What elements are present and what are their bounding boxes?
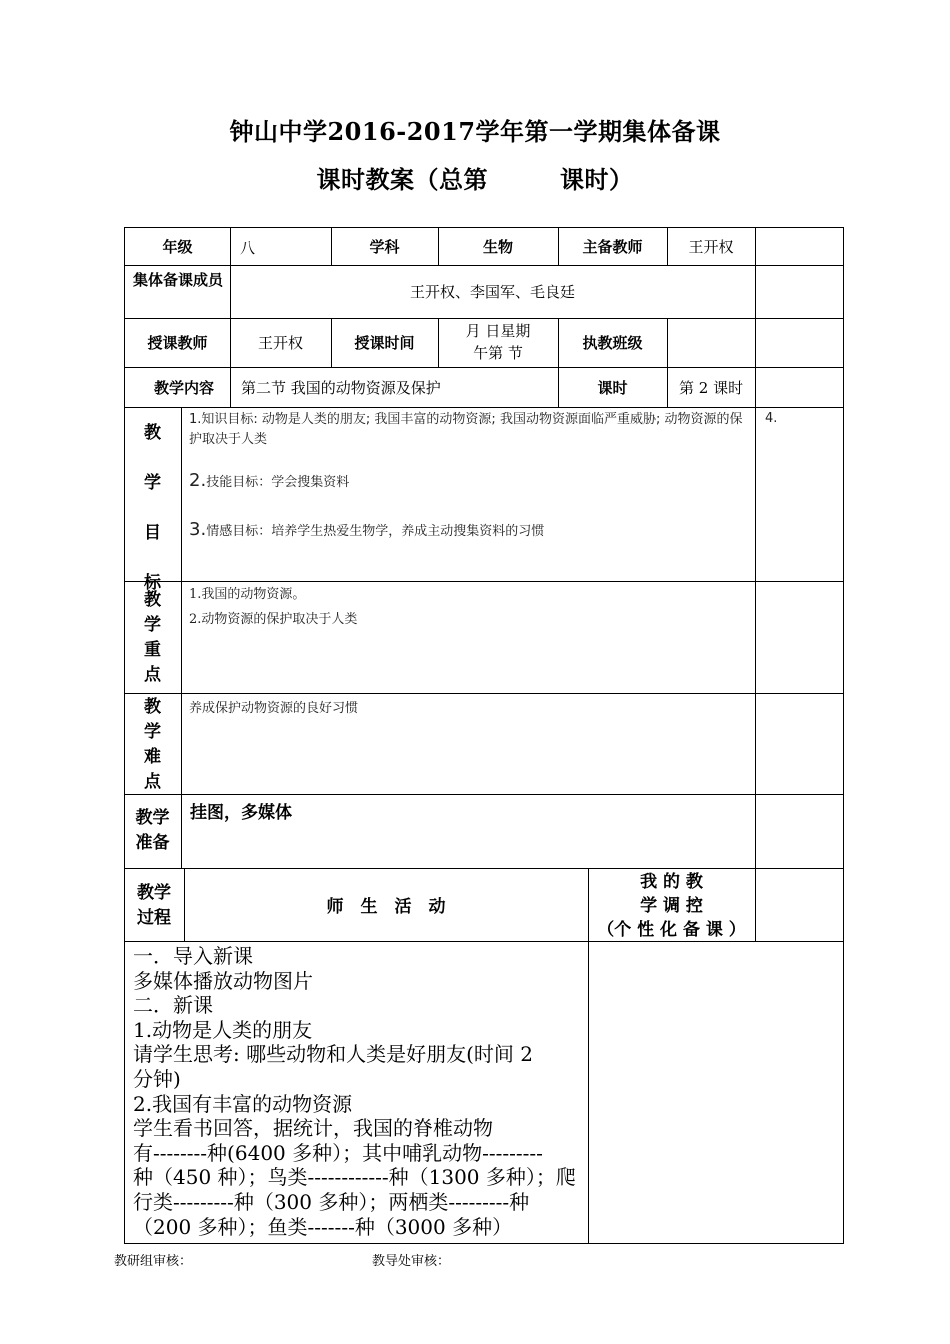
body-line: 2.我国有丰富的动物资源 [133,1091,353,1116]
control-header-line: 我 的 教 [640,872,703,892]
body-line: 种（450 种）；鸟类------------种（1300 多种）；爬 [133,1165,576,1190]
class-value [667,318,755,367]
body-line: 一．导入新课 [133,944,253,968]
body-line: 二．新课 [133,993,213,1018]
subject-label: 学科 [369,237,400,256]
control-header-line: （个 性 化 备 课 ） [597,920,746,940]
objective-skill-text: 技能目标：学会搜集资料 [206,475,350,490]
objectives-label-char: 学 [144,473,161,493]
body-line: 有--------种(6400 多种）；其中哺乳动物--------- [133,1140,543,1165]
time-label: 授课时间 [354,334,415,352]
difficulties-label [124,695,181,795]
preparation-label [124,806,181,856]
key-points-label-char: 点 [144,665,161,685]
lesson-plan-title-left: 课时教案（总第 [316,165,488,194]
content-value: 第二节 我国的动物资源及保护 [241,379,441,397]
difficulties-label-char: 点 [144,772,161,792]
objective-emotion [189,520,749,542]
key-points-label-char: 教 [144,590,161,610]
process-label-line: 过程 [137,908,171,928]
control-header-line: 学 调 控 [640,896,703,916]
time-value [438,320,558,367]
objectives-label-char: 教 [144,423,161,443]
lead-teacher-value: 王开权 [688,237,734,256]
key-points-label [124,588,181,688]
objective-emotion-text: 情感目标：培养学生热爱生物学，养成主动搜集资料的习惯 [206,524,545,539]
period-value: 第 2 课时 [679,379,744,397]
body-line: 分钟) [133,1066,181,1091]
activity-header: 师 生 活 动 [326,897,446,917]
objective-knowledge: 1.知识目标: 动物是人类的朋友; 我国丰富的动物资源; 我国动物资源面临严重威胁; 动物资源的保护取决于人类 [189,412,743,447]
body-line: 行类---------种（300 多种）；两栖类---------种 [133,1189,530,1214]
objectives-label-char: 目 [144,523,161,543]
academic-office-review: 教导处审核： [372,1254,451,1269]
key-points-label-char: 学 [144,615,161,635]
grade-label: 年级 [162,237,193,256]
body-line: 多媒体播放动物图片 [133,968,313,993]
body-line: 请学生思考: 哪些动物和人类是好朋友(时间 2 [133,1042,533,1067]
difficulties-label-char: 学 [144,722,161,742]
objective-emotion-number: 3. [189,519,207,540]
key-point-2: 2.动物资源的保护取决于人类 [189,612,358,627]
preparation-label-line: 准备 [135,833,170,853]
difficulties-text: 养成保护动物资源的良好习惯 [189,701,359,716]
content-label: 教学内容 [153,378,214,397]
preparation-label-line: 教学 [135,808,170,828]
process-body [133,944,585,1239]
body-line: 1.动物是人类的朋友 [133,1017,313,1042]
teaching-control-header [588,870,755,942]
preparation-text: 挂图，多媒体 [190,803,292,823]
objectives-label [124,408,181,608]
teacher-label: 授课教师 [147,334,208,352]
members-label: 集体备课成员 [133,271,224,289]
lead-teacher-label: 主备教师 [582,237,643,256]
objectives-label-char: 标 [144,573,161,593]
period-label: 课时 [597,378,628,397]
objectives-side-note: 4. [765,411,778,426]
time-value-line1: 月 日星期 [465,322,531,340]
department-review: 教研组审核： [114,1254,193,1269]
subject-value: 生物 [482,237,513,256]
members-value: 王开权、李国军、毛良廷 [409,283,575,301]
difficulties-label-char: 难 [144,747,161,767]
objective-skill-number: 2. [189,470,207,491]
class-label: 执教班级 [582,334,643,352]
document-title: 钟山中学2016-2017学年第一学期集体备课 [229,117,721,146]
lesson-plan-title-right: 课时） [560,165,634,194]
body-line: 学生看书回答，据统计，我国的脊椎动物 [133,1116,493,1141]
process-label [124,881,184,931]
key-points-label-char: 重 [144,640,161,660]
lesson-plan-title [0,160,950,195]
process-label-line: 教学 [137,883,171,903]
teacher-value: 王开权 [257,334,303,352]
time-value-line2: 午第 节 [473,344,523,362]
key-point-1: 1.我国的动物资源。 [189,587,306,602]
objective-skill [189,471,749,493]
difficulties-label-char: 教 [144,697,161,717]
grade-value: 八 [240,239,256,257]
body-line: （200 多种）；鱼类-------种（3000 多种） [133,1214,513,1239]
